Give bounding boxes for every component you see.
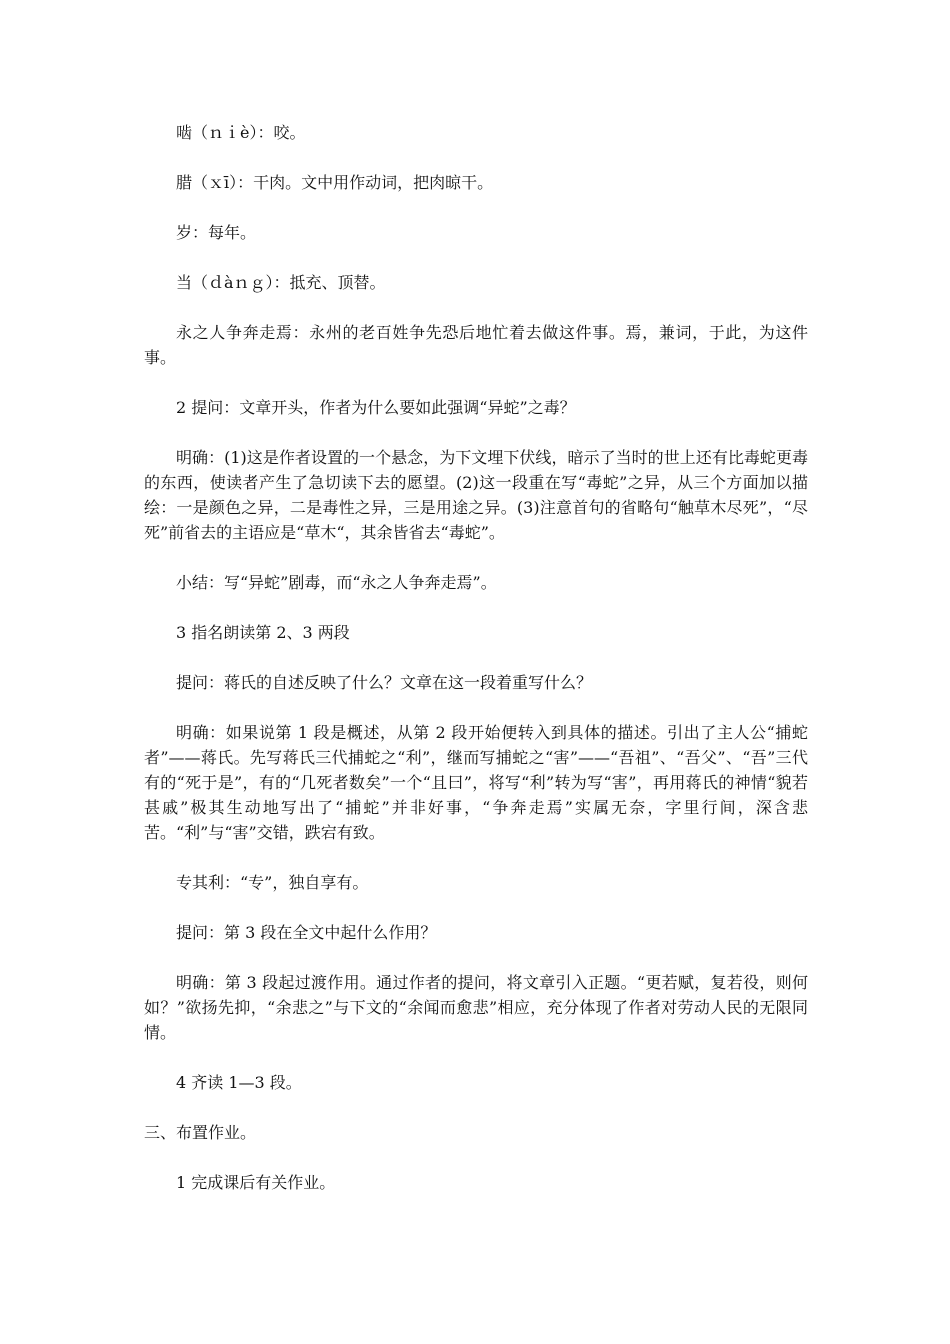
gloss-nie: 啮（ｎｉè）：咬。: [176, 123, 306, 142]
gloss-sui: 岁：每年。: [176, 223, 257, 242]
gloss-yong: 永之人争奔走焉：永州的老百姓争先恐后地忙着去做这件事。焉，兼词，于此，为这件事。: [144, 323, 808, 367]
question-3b: 提问：第 3 段在全文中起什么作用？: [176, 923, 437, 942]
homework-item-1: 1 完成课后有关作业。: [176, 1173, 336, 1192]
step-3-heading: 3 指名朗读第 2、3 两段: [176, 623, 350, 642]
section-3-heading: 三、布置作业。: [144, 1123, 257, 1142]
gloss-dang: 当（ｄàｎｇ）：抵充、顶替。: [176, 273, 386, 292]
gloss-zhuan: 专其利：“专”，独自享有。: [176, 873, 369, 892]
answer-2: 明确：(1)这是作者设置的一个悬念，为下文埋下伏线，暗示了当时的世上还有比毒蛇更毒的东西，使读者产生了急切读下去的愿望。(2)这一段重在写“毒蛇”之异，从三个方面加以描绘：一是颜色之异，二是毒性之异，三是用途之异。(3)注意首句的省略句“触草木尽死”，“尽死”前省去的主语应是“草木“，其余皆省去“毒蛇”。: [144, 448, 808, 542]
question-2: 2 提问：文章开头，作者为什么要如此强调“异蛇”之毒？: [176, 398, 576, 417]
question-3a: 提问：蒋氏的自述反映了什么？文章在这一段着重写什么？: [176, 673, 593, 692]
answer-3a: 明确：如果说第 1 段是概述，从第 2 段开始便转入到具体的描述。引出了主人公“捕蛇者”——蒋氏。先写蒋氏三代捕蛇之“利”，继而写捕蛇之“害”——“吾祖”、“吾父”、“吾”三代有的“死于是”，有的“几死者数矣”一个“且曰”，将写“利”转为写“害”，再用蒋氏的神情“貌若甚戚”极其生动地写出了“捕蛇”并非好事，“争奔走焉”实属无奈，字里行间，深含悲苦。“利”与“害”交错，跌宕有致。: [144, 723, 808, 842]
summary-2: 小结：写“异蛇”剧毒，而“永之人争奔走焉”。: [176, 573, 497, 592]
document-body: [144, 120, 808, 1220]
answer-3b: 明确：第 3 段起过渡作用。通过作者的提问，将文章引入正题。“更若赋，复若役，则何如？”欲扬先抑，“余悲之”与下文的“余闻而愈悲”相应，充分体现了作者对劳动人民的无限同情。: [144, 973, 808, 1042]
gloss-xi: 腊（ｘī）：干肉。文中用作动词，把肉晾干。: [176, 173, 494, 192]
step-4-heading: 4 齐读 1—3 段。: [176, 1073, 302, 1092]
